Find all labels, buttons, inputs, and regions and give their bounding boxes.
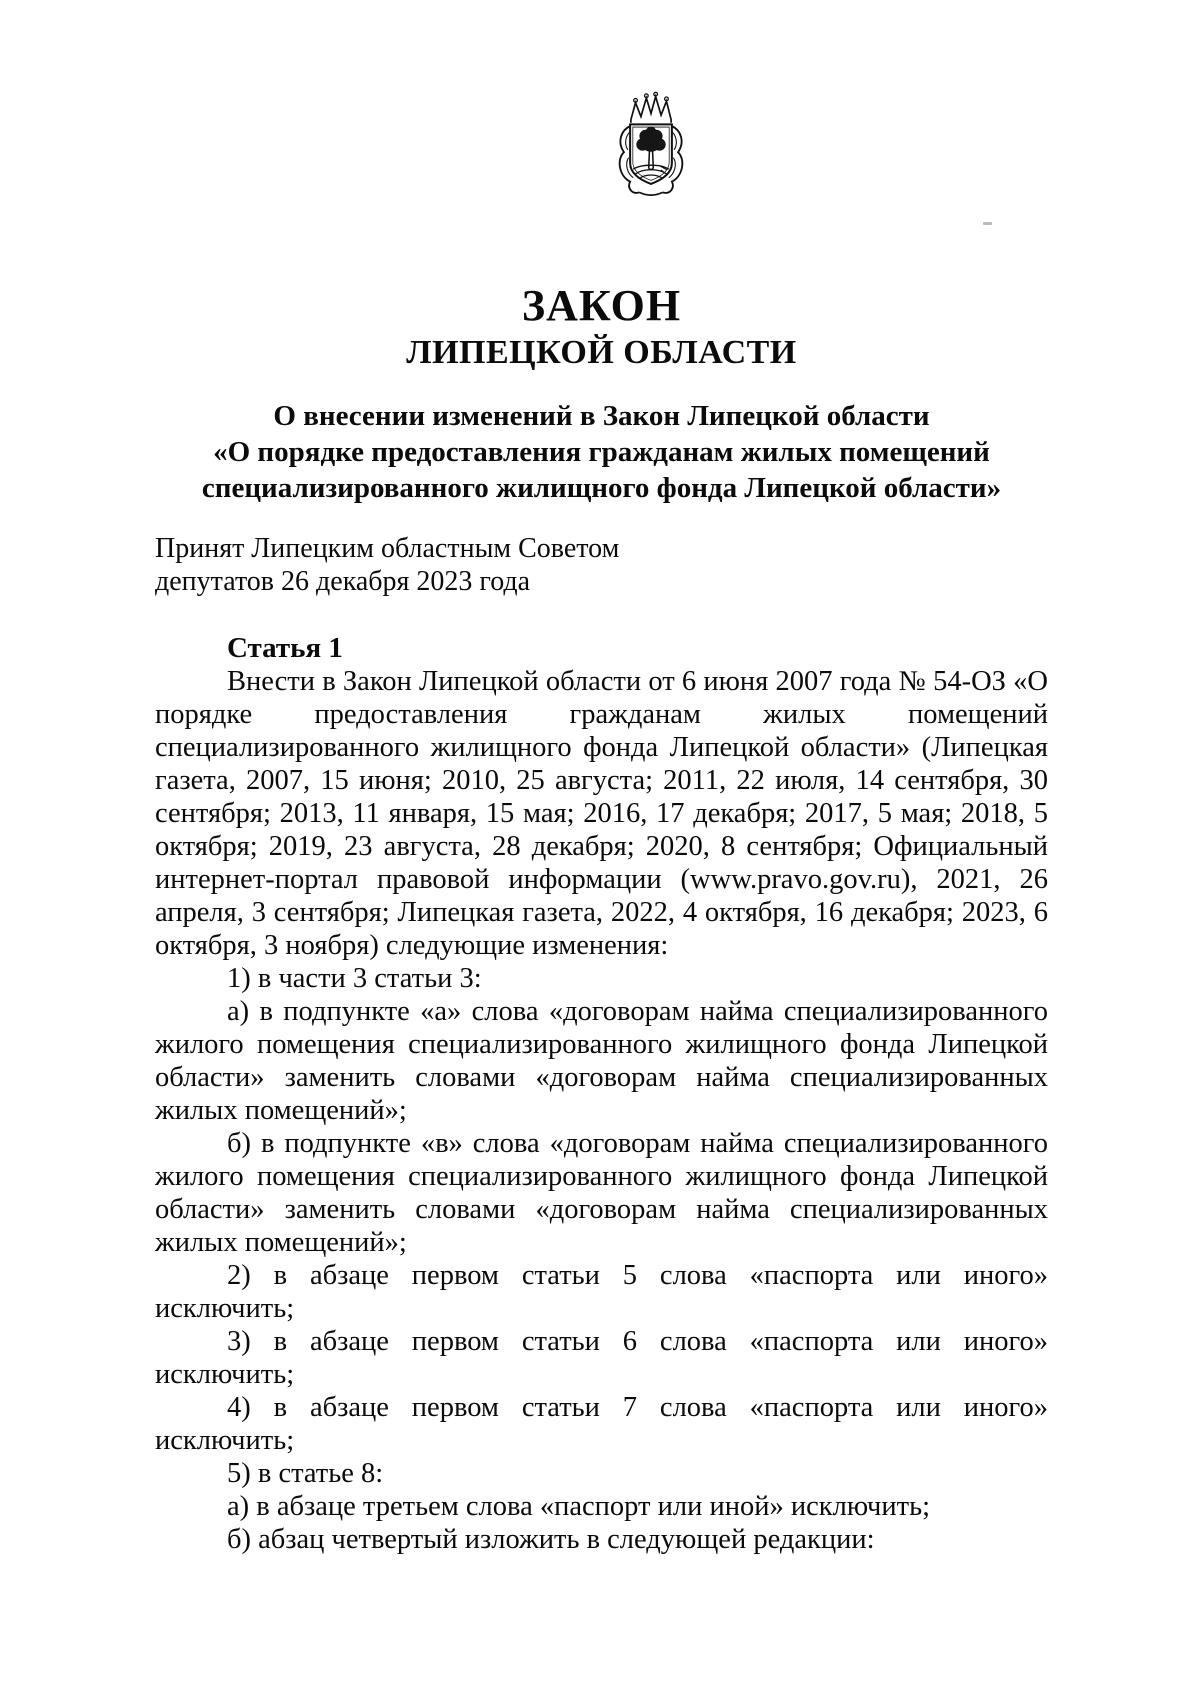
document-region-title: ЛИПЕЦКОЙ ОБЛАСТИ	[406, 334, 797, 371]
law-paragraph: 4) в абзаце первом статьи 7 слова «паспорта или иного» исключить;	[155, 1392, 1048, 1456]
law-paragraph: 5) в статье 8:	[227, 1458, 384, 1489]
law-paragraph: б) в подпункте «в» слова «договорам найма специализированного жилого помещения специализированного жилищного фонда Липецкой области» заменить словами «договорам найма специализированных жилых помещений»;	[155, 1128, 1048, 1258]
law-paragraph: 1) в части 3 статьи 3:	[227, 963, 482, 994]
law-paragraph: Внести в Закон Липецкой области от 6 июня 2007 года № 54-ОЗ «О порядке предоставления гражданам жилых помещений специализированного жилищного фонда Липецкой области» (Липецкая газета, 2007, 15 июня; 2010, 25 августа; 2011, 22 июля, 14 сентября, 30 сентября; 2013, 11 января, 15 мая; 2016, 17 декабря; 2017, 5 мая; 2018, 5 октября; 2019, 23 августа, 28 декабря; 2020, 8 сентября; Официальный интернет-портал правовой информации (www.pravo.gov.ru), 2021, 26 апреля, 3 сентября; Липецкая газета, 2022, 4 октября, 16 декабря; 2023, 6 октября, 3 ноября) следующие изменения:	[155, 666, 1048, 961]
adoption-note-line: депутатов 26 декабря 2023 года	[155, 566, 531, 597]
document-type-title: ЗАКОН	[521, 281, 682, 330]
lipetsk-oblast-coat-of-arms-icon	[603, 88, 699, 204]
subject-title-line: О внесении изменений в Закон Липецкой области	[273, 400, 930, 432]
adoption-note-line: Принят Липецким областным Советом	[155, 533, 620, 564]
law-paragraph: 3) в абзаце первом статьи 6 слова «паспорта или иного» исключить;	[155, 1326, 1048, 1390]
document-subject-title	[155, 398, 1048, 506]
law-paragraph: б) абзац четвертый изложить в следующей редакции:	[227, 1524, 875, 1555]
law-paragraph: а) в абзаце третьем слова «паспорт или иной» исключить;	[227, 1491, 930, 1522]
subject-title-line: специализированного жилищного фонда Липецкой области»	[201, 472, 1002, 504]
article-1-heading: Статья 1	[227, 632, 343, 664]
law-paragraph: 2) в абзаце первом статьи 5 слова «паспорта или иного» исключить;	[155, 1260, 1048, 1324]
adoption-note	[155, 532, 1048, 598]
subject-title-line: «О порядке предоставления гражданам жилых помещений	[213, 436, 990, 468]
law-paragraph: а) в подпункте «а» слова «договорам найма специализированного жилого помещения специализированного жилищного фонда Липецкой области» заменить словами «договорам найма специализированных жилых помещений»;	[155, 996, 1048, 1126]
scan-artifact-mark	[983, 222, 992, 225]
